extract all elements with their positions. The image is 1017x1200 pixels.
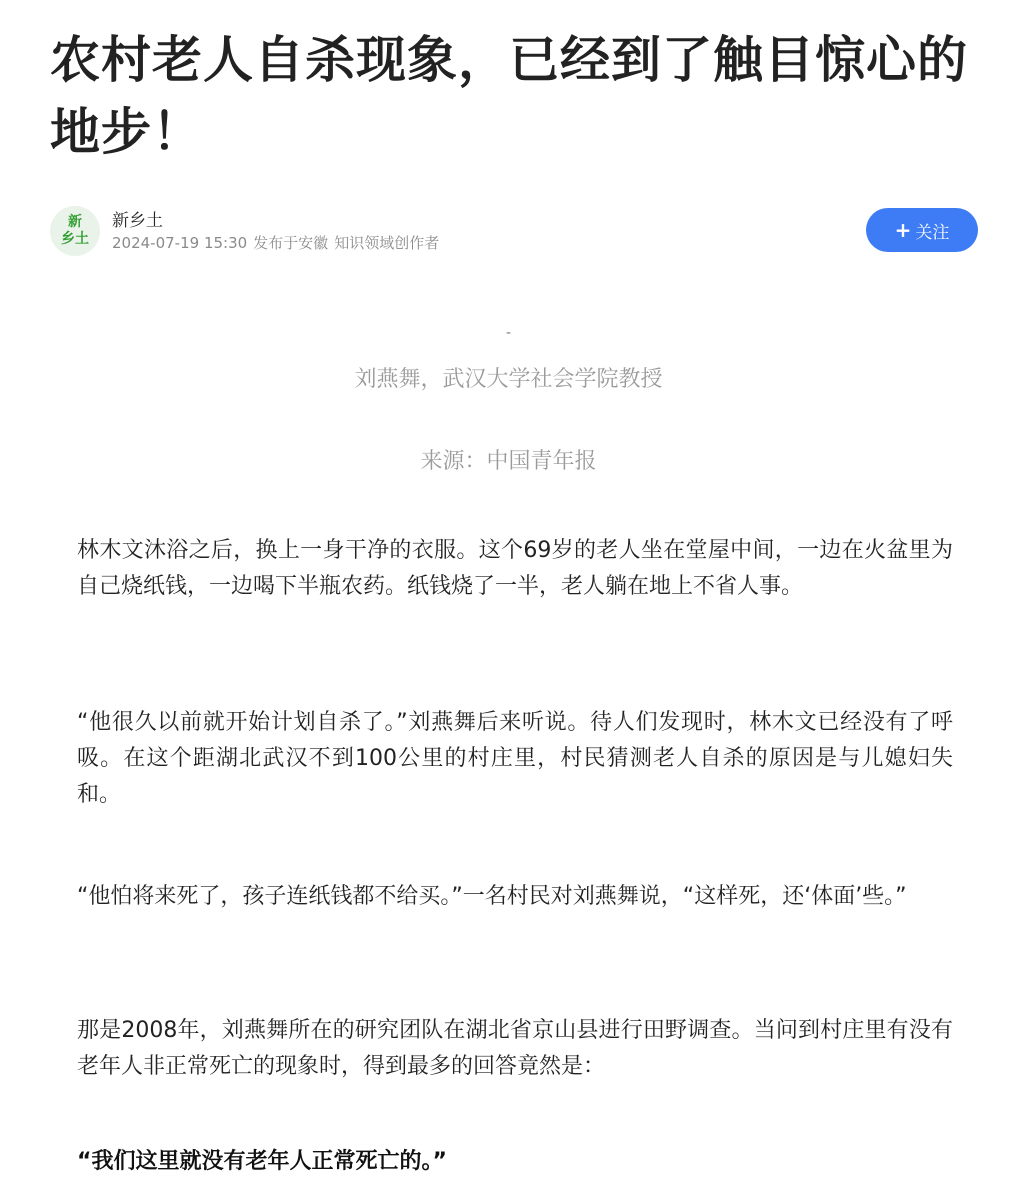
publish-datetime: 2024-07-19 15:30: [112, 234, 248, 252]
author-name[interactable]: 新乡土: [112, 211, 163, 231]
paragraph-4: 那是2008年，刘燕舞所在的研究团队在湖北省京山县进行田野调查。当问到村庄里有没有老年人非正常死亡的现象时，得到最多的回答竟然是：: [77, 1018, 953, 1079]
article-title: 农村老人自杀现象，已经到了触目惊心的地步！: [50, 31, 968, 161]
separator-dash: -: [505, 325, 512, 341]
author-tag: 知识领域创作者: [334, 234, 440, 252]
author-info: [50, 200, 978, 262]
avatar-text-line1: 新: [68, 214, 82, 230]
publish-location: 发布于安徽: [253, 234, 329, 252]
author-avatar[interactable]: [50, 206, 100, 256]
byline-source: 来源：中国青年报: [420, 449, 597, 474]
paragraph-5-quote: “我们这里就没有老年人正常死亡的。”: [77, 1149, 447, 1174]
avatar-text-line2: 乡土: [61, 231, 89, 247]
follow-button[interactable]: [866, 208, 978, 252]
author-meta: [112, 232, 445, 253]
paragraph-2: “他很久以前就开始计划自杀了。”刘燕舞后来听说。待人们发现时，林木文已经没有了呼吸。在这个距湖北武汉不到100公里的村庄里，村民猜测老人自杀的原因是与儿媳妇失和。: [77, 710, 953, 807]
follow-button-label: 关注: [915, 222, 950, 243]
plus-icon: +: [894, 218, 912, 242]
paragraph-1: 林木文沐浴之后，换上一身干净的衣服。这个69岁的老人坐在堂屋中间，一边在火盆里为自己烧纸钱，一边喝下半瓶农药。纸钱烧了一半，老人躺在地上不省人事。: [77, 538, 953, 599]
paragraph-3: “他怕将来死了，孩子连纸钱都不给买。”一名村民对刘燕舞说，“这样死，还‘体面’些。”: [77, 884, 907, 909]
byline-author: 刘燕舞，武汉大学社会学院教授: [354, 367, 663, 392]
